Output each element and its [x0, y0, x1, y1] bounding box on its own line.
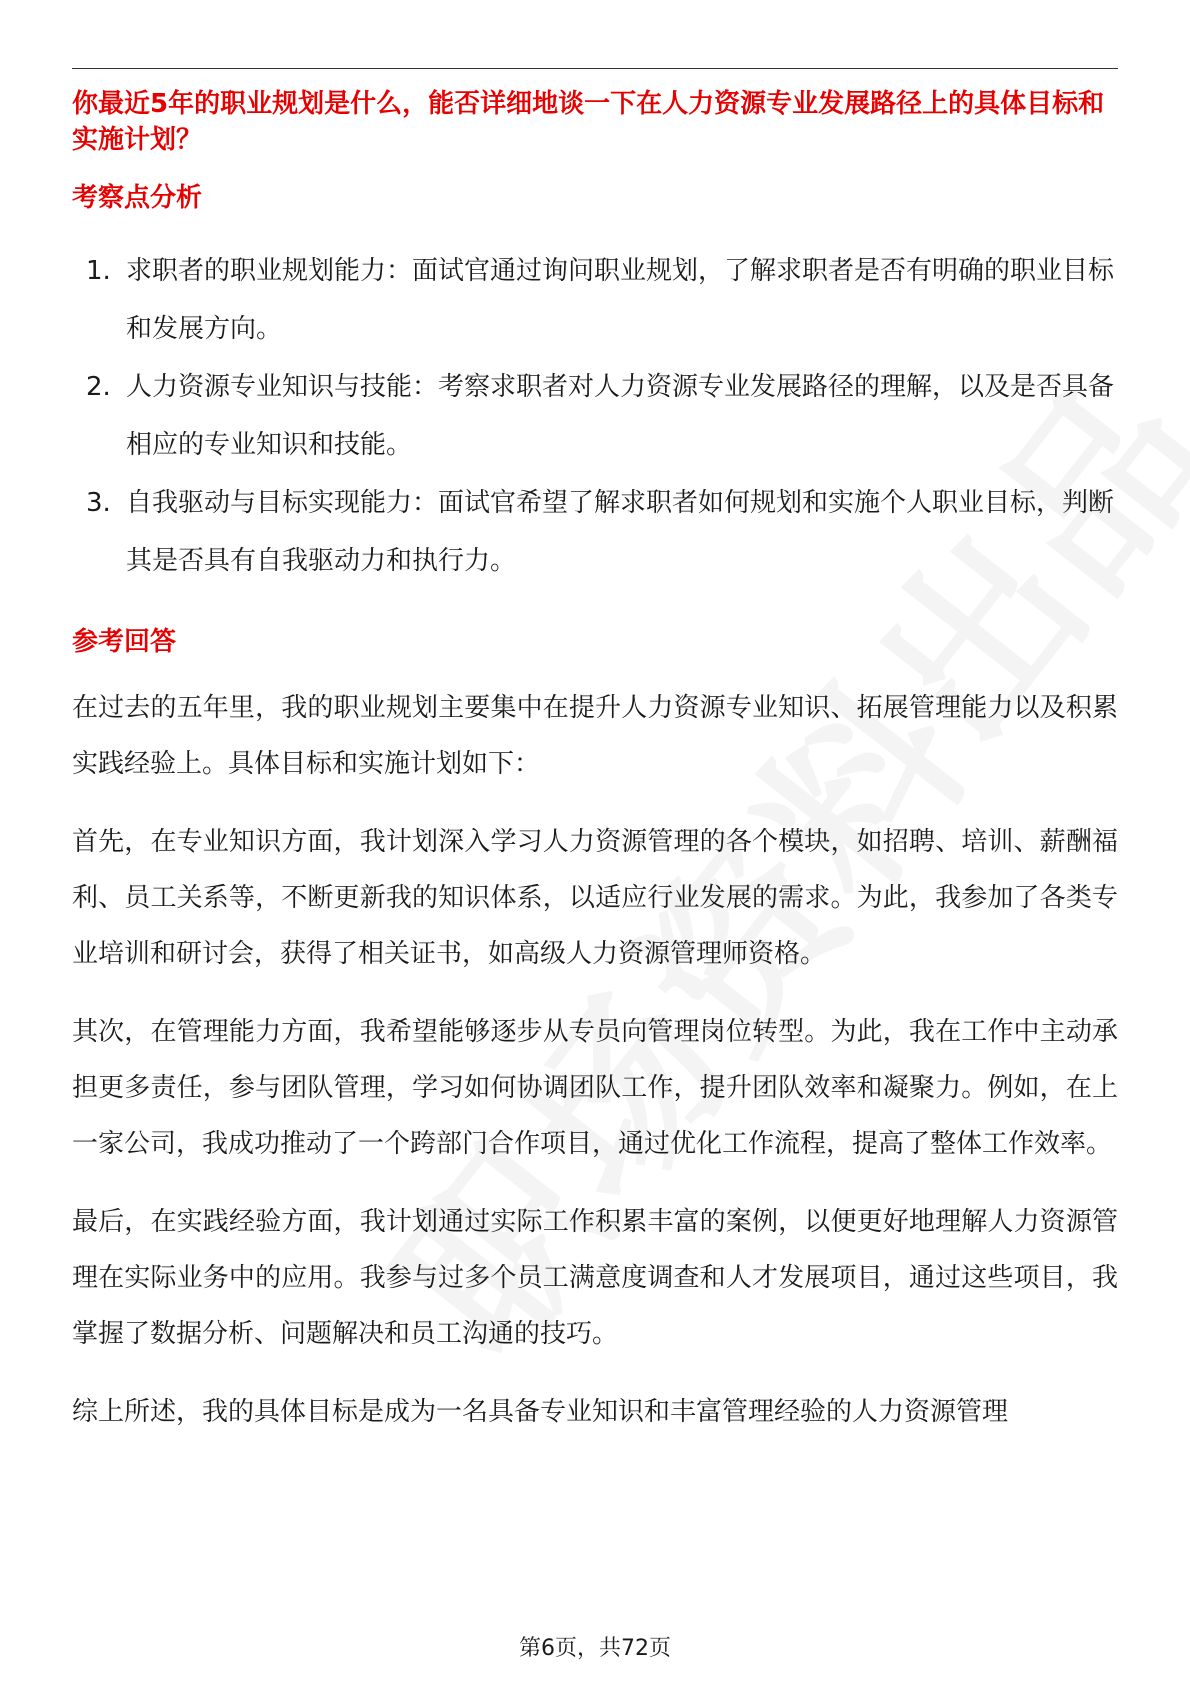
analysis-point — [72, 474, 1118, 590]
point-number: 2. — [86, 372, 111, 402]
point-text: 自我驱动与目标实现能力：面试官希望了解求职者如何规划和实施个人职业目标，判断其是否具有自我驱动力和执行力。 — [126, 488, 1115, 576]
answer-paragraph: 其次，在管理能力方面，我希望能够逐步从专员向管理岗位转型。为此，我在工作中主动承担更多责任，参与团队管理，学习如何协调团队工作，提升团队效率和凝聚力。例如，在上一家公司，我成功推动了一个跨部门合作项目，通过优化工作流程，提高了整体工作效率。 — [72, 1017, 1118, 1159]
point-number: 1. — [86, 256, 111, 286]
point-text: 人力资源专业知识与技能：考察求职者对人力资源专业发展路径的理解，以及是否具备相应的专业知识和技能。 — [126, 372, 1115, 460]
answer-heading: 参考回答 — [72, 627, 177, 657]
analysis-heading: 考察点分析 — [72, 183, 203, 213]
page-number: 第6页，共72页 — [519, 1636, 671, 1661]
page-content — [72, 86, 1118, 1440]
point-number: 3. — [86, 488, 111, 518]
analysis-point — [72, 358, 1118, 474]
header-rule — [72, 68, 1118, 69]
analysis-point-list — [72, 242, 1118, 590]
answer-paragraph: 最后，在实践经验方面，我计划通过实际工作积累丰富的案例，以便更好地理解人力资源管理在实际业务中的应用。我参与过多个员工满意度调查和人才发展项目，通过这些项目，我掌握了数据分析、问题解决和员工沟通的技巧。 — [72, 1207, 1118, 1349]
answer-paragraph: 在过去的五年里，我的职业规划主要集中在提升人力资源专业知识、拓展管理能力以及积累实践经验上。具体目标和实施计划如下： — [72, 693, 1118, 779]
point-text: 求职者的职业规划能力：面试官通过询问职业规划，了解求职者是否有明确的职业目标和发展方向。 — [126, 256, 1115, 344]
interview-question: 你最近5年的职业规划是什么，能否详细地谈一下在人力资源专业发展路径上的具体目标和实施计划？ — [72, 89, 1105, 155]
answer-paragraph: 首先，在专业知识方面，我计划深入学习人力资源管理的各个模块，如招聘、培训、薪酬福利、员工关系等，不断更新我的知识体系，以适应行业发展的需求。为此，我参加了各类专业培训和研讨会，获得了相关证书，如高级人力资源管理师资格。 — [72, 827, 1118, 969]
analysis-point — [72, 242, 1118, 358]
answer-paragraph: 综上所述，我的具体目标是成为一名具备专业知识和丰富管理经验的人力资源管理 — [72, 1397, 1009, 1427]
